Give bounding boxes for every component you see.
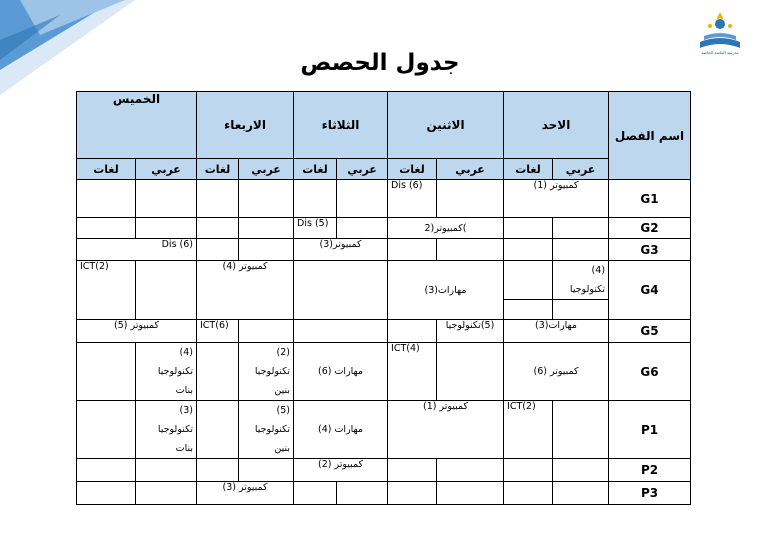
schedule-cell: كمبيوتر (6) bbox=[504, 343, 609, 401]
schedule-cell: ICT(2) bbox=[77, 261, 136, 320]
school-logo-icon bbox=[690, 6, 750, 70]
arabic-header: عربي bbox=[553, 159, 609, 180]
schedule-cell bbox=[388, 239, 437, 261]
class-label-g5: G5 bbox=[609, 320, 691, 343]
schedule-cell bbox=[197, 459, 239, 482]
schedule-cell bbox=[239, 401, 294, 459]
schedule-cell bbox=[294, 180, 337, 218]
schedule-cell bbox=[553, 239, 609, 261]
schedule-cell bbox=[239, 239, 294, 261]
schedule-table bbox=[76, 91, 691, 505]
schedule-cell bbox=[504, 218, 553, 239]
schedule-cell bbox=[504, 459, 553, 482]
schedule-cell bbox=[504, 482, 553, 505]
schedule-cell bbox=[77, 459, 136, 482]
schedule-cell: )كمبيوتر(2 bbox=[388, 218, 504, 239]
period-number: (5) bbox=[276, 405, 291, 416]
schedule-cell bbox=[136, 261, 197, 320]
schedule-cell bbox=[388, 482, 437, 505]
schedule-cell bbox=[77, 401, 136, 459]
schedule-cell bbox=[77, 343, 136, 401]
schedule-cell bbox=[294, 482, 337, 505]
class-label-g6: G6 bbox=[609, 343, 691, 401]
day-header-sunday: الاحد bbox=[504, 92, 609, 159]
class-label-p3: P3 bbox=[609, 482, 691, 505]
schedule-cell: كمبيوتر (2) bbox=[294, 459, 388, 482]
schedule-cell: مهارات (6) bbox=[294, 343, 388, 401]
schedule-cell bbox=[77, 218, 136, 239]
schedule-cell bbox=[437, 180, 504, 218]
schedule-cell: كمبيوتر(3) bbox=[294, 239, 388, 261]
schedule-cell bbox=[553, 218, 609, 239]
arabic-header: عربي bbox=[136, 159, 197, 180]
schedule-cell: كمبيوتر (4) bbox=[197, 261, 294, 320]
day-header-tuesday: الثلاثاء bbox=[294, 92, 388, 159]
schedule-cell: كمبيوتر (1) bbox=[388, 401, 504, 459]
schedule-cell bbox=[553, 459, 609, 482]
schedule-cell: كمبيوتر (1) bbox=[504, 180, 609, 218]
arabic-header: عربي bbox=[437, 159, 504, 180]
class-label-p1: P1 bbox=[609, 401, 691, 459]
class-label-g2: G2 bbox=[609, 218, 691, 239]
schedule-cell: كمبيوتر (3) bbox=[197, 482, 294, 505]
schedule-cell bbox=[197, 218, 239, 239]
schedule-cell: كمبيوتر (5) bbox=[77, 320, 197, 343]
schedule-cell bbox=[504, 239, 553, 261]
lang-header: لغات bbox=[504, 159, 553, 180]
schedule-cell bbox=[197, 180, 239, 218]
schedule-cell bbox=[388, 459, 437, 482]
group-name: بنين bbox=[274, 443, 291, 454]
schedule-cell bbox=[136, 180, 197, 218]
group-name: بنات bbox=[175, 443, 193, 454]
schedule-cell: Dis (6) bbox=[388, 180, 437, 218]
day-header-wednesday: الاربعاء bbox=[197, 92, 294, 159]
schedule-cell bbox=[437, 343, 504, 401]
period-number: (4) bbox=[179, 347, 193, 358]
schedule-cell: مهارات(3) bbox=[504, 320, 609, 343]
subject-name: تكنولوجيا bbox=[157, 424, 193, 435]
schedule-cell bbox=[77, 482, 136, 505]
subject-name: تكنولوجيا bbox=[254, 424, 291, 435]
subject-name: تكنولوجيا bbox=[157, 366, 193, 377]
class-label-p2: P2 bbox=[609, 459, 691, 482]
schedule-cell bbox=[197, 239, 239, 261]
lang-header: لغات bbox=[197, 159, 239, 180]
logo-caption: مدرسة الماسة الخاصة bbox=[701, 50, 739, 55]
schedule-cell: مهارات (4) bbox=[294, 401, 388, 459]
schedule-cell: Dis (5) bbox=[294, 218, 337, 239]
schedule-cell bbox=[136, 343, 197, 401]
schedule-cell bbox=[553, 482, 609, 505]
schedule-cell bbox=[553, 300, 609, 320]
schedule-cell bbox=[77, 180, 136, 218]
class-label-g1: G1 bbox=[609, 180, 691, 218]
schedule-cell bbox=[437, 239, 504, 261]
day-header-thursday: الخميس bbox=[77, 92, 197, 159]
subject-name: تكنولوجيا bbox=[569, 284, 606, 295]
lang-header: لغات bbox=[388, 159, 437, 180]
schedule-cell bbox=[197, 401, 239, 459]
schedule-cell bbox=[437, 459, 504, 482]
schedule-cell: مهارات(3) bbox=[388, 261, 504, 320]
schedule-cell bbox=[294, 320, 388, 343]
period-number: (3) bbox=[179, 405, 193, 416]
schedule-cell bbox=[388, 320, 437, 343]
day-header-monday: الاثنين bbox=[388, 92, 504, 159]
schedule-cell: ICT(2) bbox=[504, 401, 553, 459]
period-number: (4) bbox=[591, 265, 606, 276]
period-number: (2) bbox=[276, 347, 291, 358]
schedule-cell bbox=[504, 261, 553, 300]
schedule-cell: ICT(4) bbox=[388, 343, 437, 401]
schedule-cell bbox=[437, 482, 504, 505]
group-name: بنين bbox=[274, 385, 291, 396]
schedule-cell bbox=[294, 261, 388, 320]
schedule-cell bbox=[136, 218, 197, 239]
schedule-cell: ICT(6) bbox=[197, 320, 239, 343]
schedule-cell bbox=[553, 261, 609, 300]
schedule-cell bbox=[337, 180, 388, 218]
schedule-cell bbox=[239, 218, 294, 239]
page-title: جدول الحصص bbox=[300, 50, 460, 76]
class-name-header: اسم الفصل bbox=[609, 92, 691, 180]
schedule-cell bbox=[337, 218, 388, 239]
group-name: بنات bbox=[175, 385, 193, 396]
schedule-cell bbox=[136, 401, 197, 459]
arabic-header: عربي bbox=[337, 159, 388, 180]
schedule-cell bbox=[239, 180, 294, 218]
schedule-cell: (5)تكنولوجيا bbox=[437, 320, 504, 343]
schedule-cell bbox=[337, 482, 388, 505]
corner-decoration bbox=[0, 0, 140, 95]
class-label-g3: G3 bbox=[609, 239, 691, 261]
schedule-cell bbox=[136, 459, 197, 482]
schedule-cell bbox=[239, 459, 294, 482]
class-label-g4: G4 bbox=[609, 261, 691, 320]
schedule-cell bbox=[239, 343, 294, 401]
schedule-cell: Dis (6) bbox=[77, 239, 197, 261]
lang-header: لغات bbox=[77, 159, 136, 180]
schedule-cell bbox=[239, 320, 294, 343]
schedule-cell bbox=[197, 343, 239, 401]
schedule-cell bbox=[136, 482, 197, 505]
subject-name: تكنولوجيا bbox=[254, 366, 291, 377]
arabic-header: عربي bbox=[239, 159, 294, 180]
schedule-cell bbox=[553, 401, 609, 459]
schedule-cell bbox=[504, 300, 553, 320]
lang-header: لغات bbox=[294, 159, 337, 180]
